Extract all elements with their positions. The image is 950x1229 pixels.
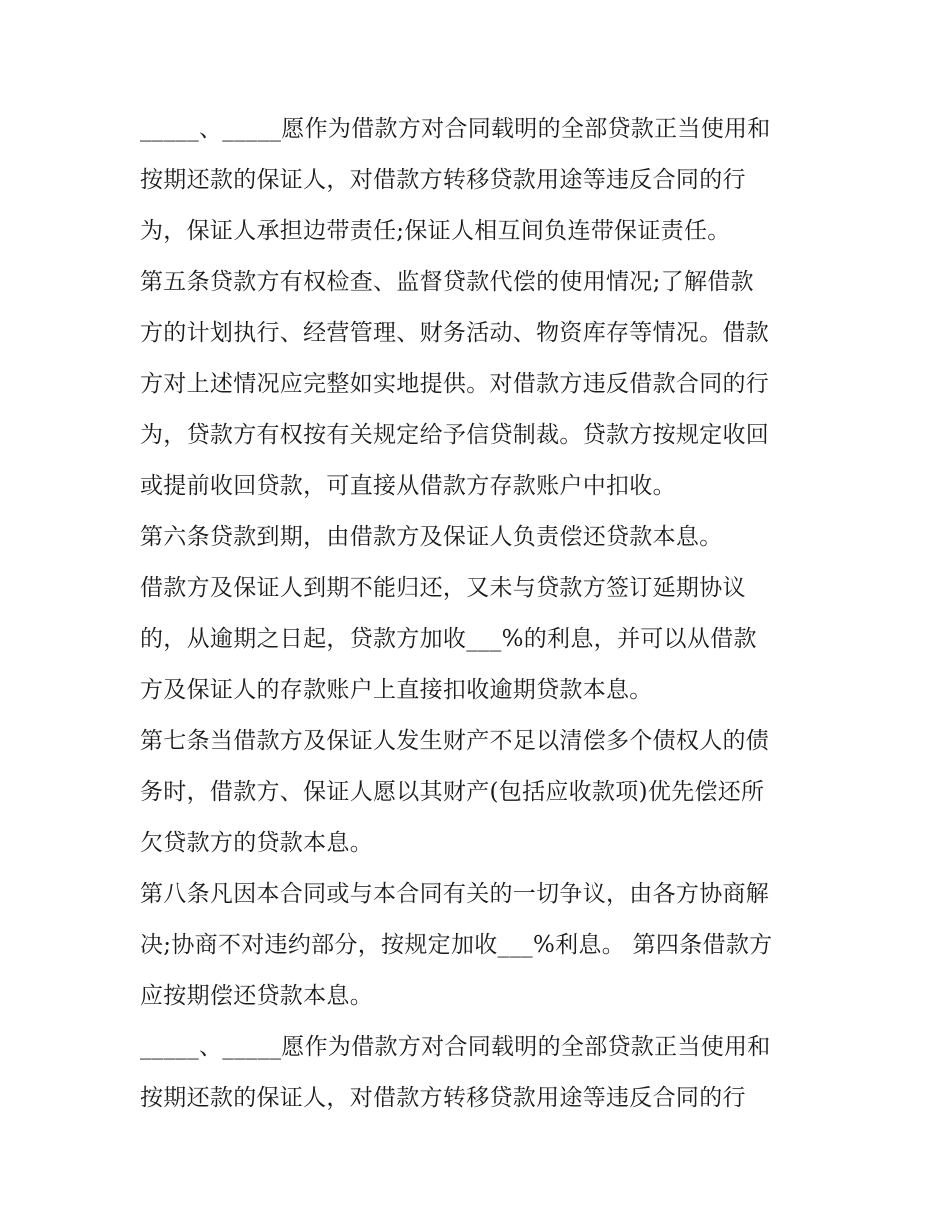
text-line: 方的计划执行、经营管理、财务活动、物资库存等情况。借款 xyxy=(140,320,770,346)
text-line: 的，从逾期之日起，贷款方加收___%的利息，并可以从借款 xyxy=(140,626,757,652)
text-line: 务时，借款方、保证人愿以其财产(包括应收款项)优先偿还所 xyxy=(140,779,765,805)
text-line: 方对上述情况应完整如实地提供。对借款方违反借款合同的行 xyxy=(140,371,770,397)
text-line: 第六条贷款到期，由借款方及保证人负责偿还贷款本息。 xyxy=(140,524,723,550)
document-body xyxy=(140,104,820,1124)
text-line: 方及保证人的存款账户上直接扣收逾期贷款本息。 xyxy=(140,677,653,703)
text-line: 第七条当借款方及保证人发生财产不足以清偿多个债权人的债 xyxy=(140,728,770,754)
text-line: 借款方及保证人到期不能归还，又未与贷款方签订延期协议 xyxy=(140,575,746,601)
text-line: 为，保证人承担边带责任;保证人相互间负连带保证责任。 xyxy=(140,218,731,244)
text-line: _____、_____愿作为借款方对合同载明的全部贷款正当使用和 xyxy=(140,1034,771,1060)
text-line: 按期还款的保证人，对借款方转移贷款用途等违反合同的行 xyxy=(140,1085,746,1111)
text-line: _____、_____愿作为借款方对合同载明的全部贷款正当使用和 xyxy=(140,116,771,142)
text-line: 决;协商不对违约部分，按规定加收___%利息。 第四条借款方 xyxy=(140,932,773,958)
text-line: 第五条贷款方有权检查、监督贷款代偿的使用情况;了解借款 xyxy=(140,269,754,295)
text-line: 应按期偿还贷款本息。 xyxy=(140,983,373,1009)
text-line: 为，贷款方有权按有关规定给予信贷制裁。贷款方按规定收回 xyxy=(140,422,770,448)
text-line: 第八条凡因本合同或与本合同有关的一切争议，由各方协商解 xyxy=(140,881,770,907)
text-line: 按期还款的保证人，对借款方转移贷款用途等违反合同的行 xyxy=(140,167,746,193)
text-line: 欠贷款方的贷款本息。 xyxy=(140,830,373,856)
text-line: 或提前收回贷款，可直接从借款方存款账户中扣收。 xyxy=(140,473,676,499)
